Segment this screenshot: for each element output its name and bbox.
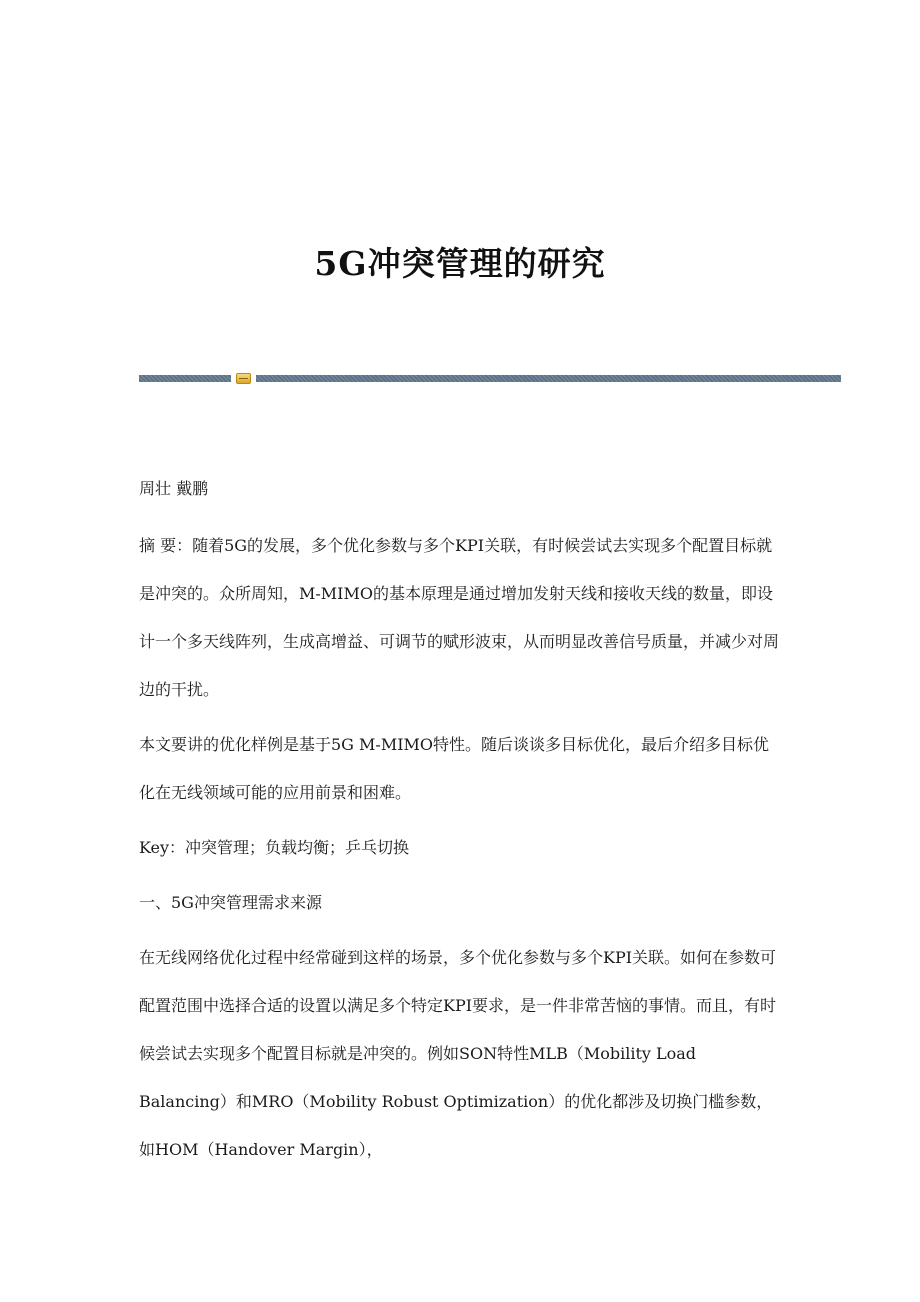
intro-paragraph: 本文要讲的优化样例是基于5G M-MIMO特性。随后谈谈多目标优化，最后介绍多目标优化在无线领域可能的应用前景和困难。 [139,735,770,802]
article-body [139,465,779,1181]
section-paragraph: 在无线网络优化过程中经常碰到这样的场景，多个优化参数与多个KPI关联。如何在参数可配置范围中选择合适的设置以满足多个特定KPI要求，是一件非常苦恼的事情。而且，有时候尝试去实现多个配置目标就是冲突的。例如SON特性MLB（Mobility Load Balancing）和MRO（Mobility Robust Optimization）的优化都涉及切换门槛参数，如HOM（Handover Margin）， [139,948,777,1159]
authors: 周壮 戴鹏 [139,479,209,498]
divider-bar-right [256,375,841,382]
page-title: 5G冲突管理的研究 [314,244,606,284]
divider-ornament-icon [236,373,251,384]
keywords: Key：冲突管理；负载均衡；乒乓切换 [139,838,410,857]
title-divider [139,373,841,385]
section-heading: 一、5G冲突管理需求来源 [139,893,322,912]
divider-bar-left [139,375,231,382]
abstract: 摘 要：随着5G的发展，多个优化参数与多个KPI关联，有时候尝试去实现多个配置目标就是冲突的。众所周知，M-MIMO的基本原理是通过增加发射天线和接收天线的数量，即设计一个多天线阵列，生成高增益、可调节的赋形波束，从而明显改善信号质量，并减少对周边的干扰。 [139,536,780,699]
